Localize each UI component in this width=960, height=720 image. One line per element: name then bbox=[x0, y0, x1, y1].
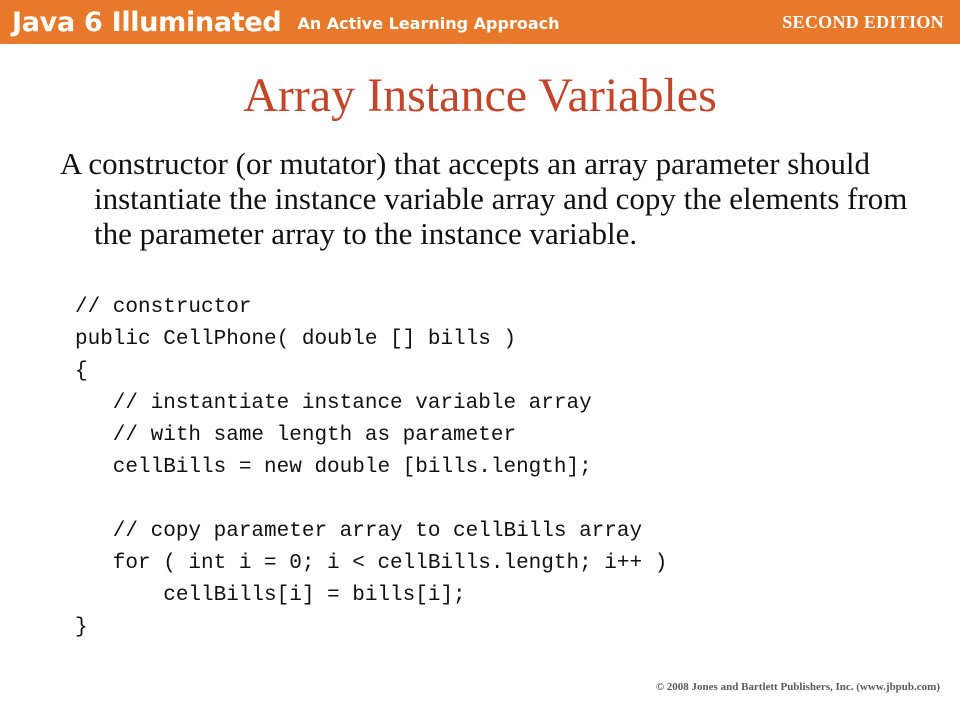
book-subtitle: An Active Learning Approach bbox=[297, 13, 560, 33]
code-line: // copy parameter array to cellBills array bbox=[75, 520, 643, 543]
code-line: // with same length as parameter bbox=[75, 424, 517, 447]
code-line: // constructor bbox=[75, 296, 252, 319]
code-block bbox=[75, 292, 667, 644]
slide-title: Array Instance Variables bbox=[243, 69, 717, 122]
code-line: cellBills = new double [bills.length]; bbox=[75, 456, 592, 479]
code-line bbox=[75, 484, 667, 516]
copyright-notice: © 2008 Jones and Bartlett Publishers, Inc. (www.jbpub.com) bbox=[655, 681, 940, 693]
header-banner bbox=[0, 0, 960, 44]
book-title: Java 6 Illuminated bbox=[12, 6, 282, 38]
code-line: public CellPhone( double [] bills ) bbox=[75, 328, 517, 351]
edition-label: SECOND EDITION bbox=[782, 12, 944, 32]
code-line: cellBills[i] = bills[i]; bbox=[75, 584, 466, 607]
code-line: // instantiate instance variable array bbox=[75, 392, 592, 415]
code-line: } bbox=[75, 616, 88, 639]
code-line: for ( int i = 0; i < cellBills.length; i++ ) bbox=[75, 552, 668, 575]
code-line: { bbox=[75, 360, 88, 383]
body-text: A constructor (or mutator) that accepts an array parameter should instantiate the instance variable array and copy the elements from the parameter array to the instance variable. bbox=[60, 146, 908, 251]
